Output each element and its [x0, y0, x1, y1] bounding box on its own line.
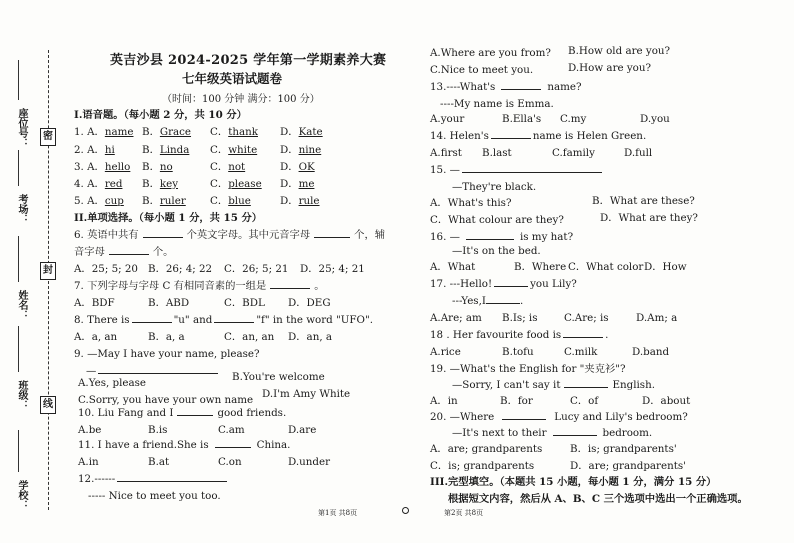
section-2-title: II.单项选择。（每小题 1 分，共 15 分） — [74, 212, 263, 224]
question-12-options-row2: C.Nice to meet you. D.How are you? — [430, 62, 652, 76]
question-19-options: A．in B．for C．of D．about — [430, 395, 691, 407]
exam-info: （时间：100 分钟 满分：100 分） — [162, 94, 320, 105]
question-17-options: A.Are; am B.Is; is C.Are; is D.Am; a — [430, 312, 678, 324]
page-center-dot — [402, 507, 409, 514]
question-16-options: A．What B．Where C．What color D．How — [430, 261, 687, 273]
question-5: 5. A．cup B．ruler C．blue D．rule — [74, 195, 320, 207]
seal-char-mi: 密 — [40, 128, 56, 146]
exam-subtitle: 七年级英语试题卷 — [182, 71, 283, 86]
seat-number-label: 座位号： — [16, 108, 27, 148]
question-12-reply: ----- Nice to meet you too. — [88, 490, 221, 502]
exam-title: 英吉沙县 2024-2025 学年第一学期素养大赛 — [110, 53, 387, 68]
question-3: 3. A．hello B．no C．not D．OK — [74, 161, 315, 173]
question-15-options-row2: C．What colour are they? D．What are they? — [430, 212, 698, 226]
question-10: 10. Liu Fang and I good friends. — [78, 407, 287, 419]
question-9-options-row1: A.Yes, please B.You're welcome — [78, 371, 325, 389]
question-12-options-row1: A.Where are you from? B.How old are you? — [430, 45, 671, 59]
question-14: 14. Helen's name is Helen Green. — [430, 130, 647, 142]
school-label: 学校： — [16, 480, 27, 510]
question-20-reply: —It's next to their bedroom. — [452, 427, 653, 439]
question-4: 4. A．red B．key C．please D．me — [74, 178, 315, 190]
question-19: 19. —What's the English for "夹克衫"? — [430, 363, 626, 375]
question-7-options: A．BDF B．ABD C．BDL D．DEG — [74, 297, 331, 309]
seal-char-feng: 封 — [40, 262, 56, 280]
seal-char-xian: 线 — [40, 396, 56, 414]
question-15: 15. — — [430, 161, 602, 180]
exam-room-label: 考场： — [16, 194, 27, 224]
question-9-blank: — — [86, 362, 218, 381]
question-13: 13.----What's name? — [430, 81, 582, 93]
question-9-options-row2: C.Sorry, you have your own name D.I'm Amy White — [78, 388, 351, 406]
class-line — [18, 326, 21, 372]
exam-room-line — [18, 150, 21, 186]
question-17-reply: ---Yes,I . — [452, 295, 524, 307]
question-7: 7. 下列字母与字母 C 有相同音素的一组是 。 — [74, 280, 325, 292]
question-8-options: A．a, an B．a, a C．an, an D．an, a — [74, 331, 333, 343]
class-label: 班级： — [16, 380, 27, 410]
question-20-options-row1: A．are; grandparents B．is; grandparents' — [430, 443, 677, 455]
question-13-options: A.your B.Ella's C.my D.you — [430, 113, 670, 125]
page-footer-left: 第1页 共8页 — [318, 509, 358, 517]
question-6-options: A．25; 5; 20 B．26; 4; 22 C．26; 5; 21 D．25; 4; 21 — [74, 263, 365, 275]
question-15-options-row1: A．What's this? B．What are these? — [430, 195, 695, 209]
page-footer-right: 第2页 共8页 — [444, 509, 484, 517]
question-20: 20. —Where Lucy and Lily's bedroom? — [430, 411, 688, 423]
name-line — [18, 236, 21, 282]
question-11: 11. I have a friend.She is China. — [78, 439, 291, 451]
question-20-options-row2: C．is; grandparents D．are; grandparents' — [430, 460, 686, 472]
question-12: 12.------ — [78, 470, 227, 489]
question-2: 2. A．hi B．Linda C．white D．nine — [74, 144, 322, 156]
question-15-reply: —They're black. — [452, 181, 537, 193]
question-18-options: A.rice B.tofu C.milk D.band — [430, 346, 670, 358]
question-9: 9. —May I have your name, please? — [74, 348, 260, 360]
question-16: 16. — is my hat? — [430, 231, 574, 243]
name-label: 姓名： — [16, 290, 27, 320]
binding-margin — [0, 0, 62, 543]
school-line — [18, 430, 21, 472]
question-11-options: A.in B.at C.on D.under — [78, 456, 331, 468]
question-1: 1. A．name B．Grace C．thank D．Kate — [74, 126, 323, 138]
question-16-reply: —It's on the bed. — [452, 245, 541, 257]
question-18: 18 . Her favourite food is . — [430, 329, 609, 341]
seal-dashed-line — [48, 50, 49, 510]
seat-number-line — [18, 60, 21, 100]
question-19-reply: —Sorry, I can't say it English. — [452, 379, 655, 391]
question-8: 8. There is "u" and "f" in the word "UFO". — [74, 314, 374, 326]
section-1-title: I.语音题。（每小题 2 分，共 10 分） — [74, 109, 247, 121]
question-6-cont: 音字母 个。 — [74, 246, 174, 258]
question-10-options: A.be B.is C.am D.are — [78, 424, 317, 436]
question-13-reply: ----My name is Emma. — [440, 98, 554, 110]
question-17: 17. ---Hello! you Lily? — [430, 278, 577, 290]
section-3-title: III.完型填空。（本题共 15 小题，每小题 1 分，满分 15 分） — [430, 476, 717, 488]
question-6: 6. 英语中共有 个英文字母。其中元音字母 个，辅 — [74, 229, 386, 241]
section-3-instructions: 根据短文内容，然后从 A、B、C 三个选项中选出一个正确选项。 — [448, 493, 748, 505]
question-14-options: A.first B.last C.family D.full — [430, 147, 653, 159]
